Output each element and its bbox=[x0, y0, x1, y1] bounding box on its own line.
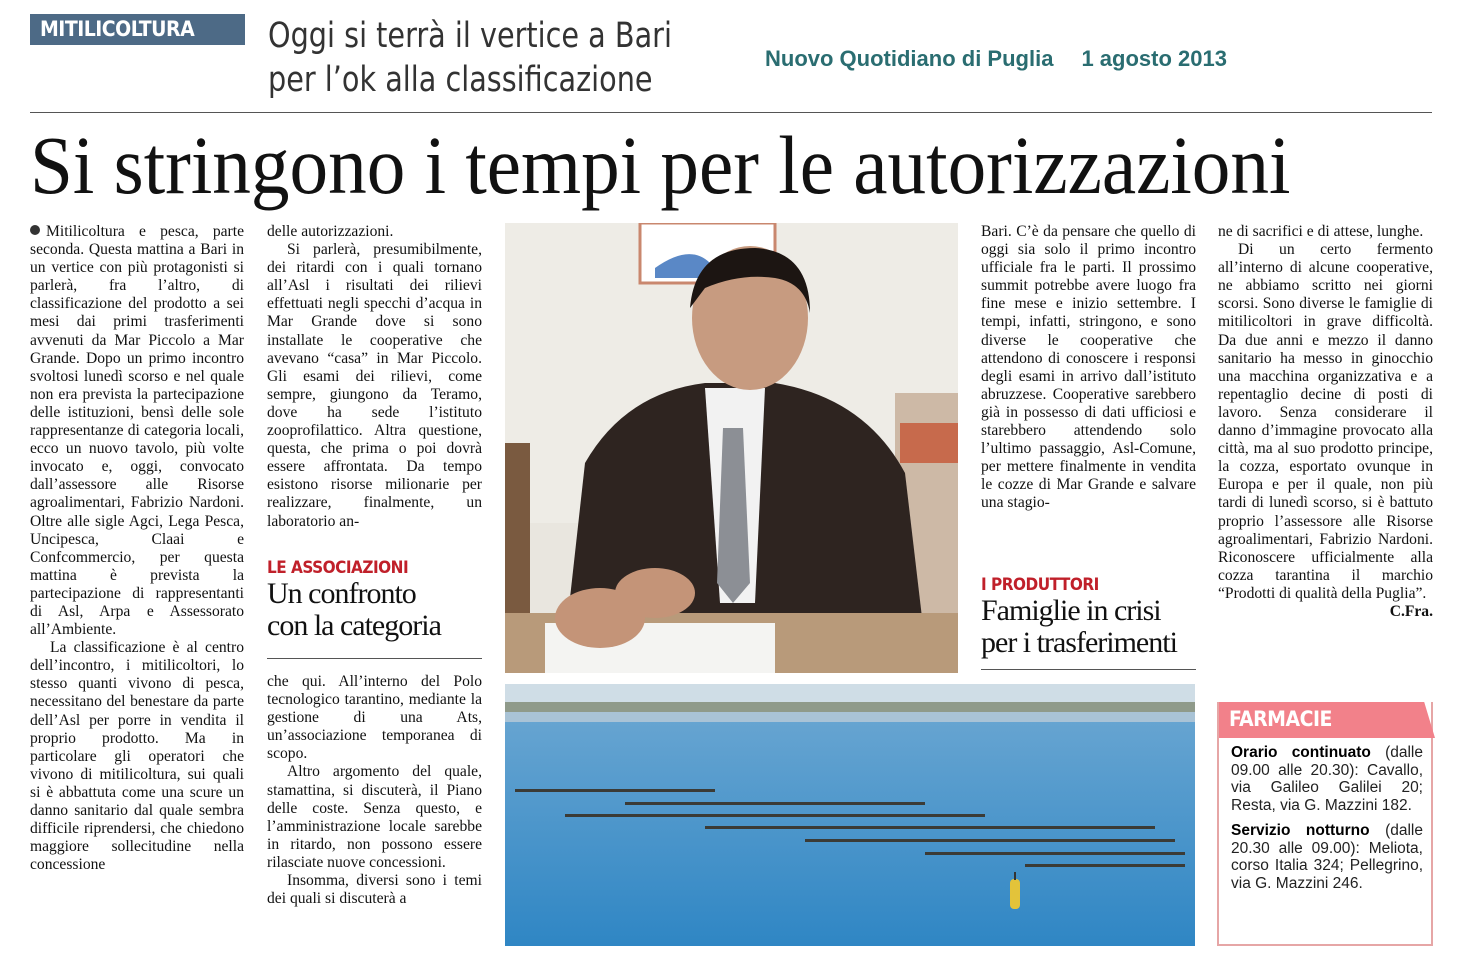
subheading-tag: LE ASSOCIAZIONI bbox=[267, 558, 409, 578]
paragraph: La classificazione è al centro dell’incontro, i mitilicoltori, lo stesso quanti vivono di pesca, necessitano del benestare da parte dell’Asl per porre in vendita il proprio prodotto. Ma in particolare gli operatori che vivono di mitilicoltura, sui quali si è abbattuta come una scure un danno sanitario dal quale sembra difficile riprendersi, che chiedono maggiore sollecitudine nella concessione bbox=[30, 639, 244, 874]
article-column-4 bbox=[1218, 223, 1433, 621]
kicker-line-1: Oggi si terrà il vertice a Bari bbox=[268, 16, 672, 56]
pharmacies-night: Servizio notturno (dalle 20.30 alle 09.00): Meliota, corso Italia 324; Pellegrino, via G. Mazzini 246. bbox=[1231, 822, 1423, 892]
subheading-divider bbox=[267, 658, 482, 659]
subheading-producers bbox=[981, 575, 1196, 670]
paragraph: che qui. All’interno del Polo tecnologico tarantino, mediante la gestione di una Ats, un’associazione temporanea di scopo. bbox=[267, 673, 482, 763]
subheading-divider bbox=[981, 669, 1196, 670]
article-column-1 bbox=[30, 223, 244, 874]
subheading-title: Un confronto con la categoria bbox=[267, 577, 441, 642]
portrait-illustration bbox=[505, 223, 958, 673]
paragraph: Bari. C’è da pensare che quello di oggi sia solo il primo incontro ufficiale fra le parti. Il prossimo summit potrebbe avere luogo fra fine mese e inizio settembre. I tempi, infatti, stringono, e sono diverse le cooperative che attendono di conoscere i responsi degli esami in arrivo dall’istituto abruzzese. Cooperative sarebbero già in possesso di dati ufficiosi e starebbero attendendo solo l’ultimo passaggio, Asl-Comune, per mettere finalmente in vendita le cozze di Mar Grande e salvare una stagio- bbox=[981, 223, 1196, 512]
pharmacies-box bbox=[1217, 702, 1433, 946]
paragraph: Insomma, diversi sono i temi dei quali si discuterà a bbox=[267, 872, 482, 908]
paragraph: Mitilicoltura e pesca, parte seconda. Questa mattina a Bari in un vertice con più protagonisti si parlerà, fra l’altro, di classificazione del prodotto a sei mesi dai primi trasferimenti avvenuti da Mar Piccolo a Mar Grande. Dopo un primo incontro svoltosi lunedì scorso e nel quale non era prevista la partecipazione delle istituzioni, bensì delle sole rappresentanze di categoria locali, ecco un nuovo tavolo, più volte invocato e, oggi, convocato dall’assessore alle Risorse agroalimentari, Fabrizio Nardoni. Oltre alle sigle Agci, Lega Pesca, Uncipesca, Claai e Confcommercio, per questa mattina è prevista la partecipazione di rappresentanti di Asl, Arpa e Assessorato all’Ambiente. bbox=[30, 223, 244, 639]
paragraph: ne di sacrifici e di attese, lunghe. bbox=[1218, 223, 1424, 240]
paragraph: Si parlerà, presumibilmente, dei ritardi con i quali tornano all’Asl i risultati dei rilievi effettuati negli specchi d’acqua in Mar Grande dove si sono installate le cooperative che avevano “casa” in Mar Piccolo. Gli esami dei rilievi, come sempre, giungono da Teramo, dove ha sede l’istituto zooprofilattico. Altra questione, questa, che prima o poi dovrà essere affrontata. Da tempo esistono risorse milionarie per realizzare, finalmente, un laboratorio an- bbox=[267, 241, 482, 530]
sea-illustration bbox=[505, 684, 1195, 946]
bullet-icon bbox=[30, 225, 40, 235]
section-tag: MITILICOLTURA bbox=[30, 14, 245, 45]
kicker-headline bbox=[268, 14, 672, 102]
header-divider bbox=[30, 112, 1432, 113]
pharmacies-day: Orario continuato (dalle 09.00 alle 20.30): Cavallo, via Galileo Galilei 20; Resta, via G. Mazzini 182. bbox=[1231, 744, 1423, 814]
newspaper-name: Nuovo Quotidiano di Puglia bbox=[765, 46, 1054, 71]
portrait-photo bbox=[505, 223, 958, 673]
kicker-line-2: per l’ok alla classificazione bbox=[268, 60, 653, 100]
pharmacies-title: FARMACIE bbox=[1229, 707, 1332, 731]
paragraph: delle autorizzazioni. bbox=[267, 223, 394, 240]
sea-mussel-farm-photo bbox=[505, 684, 1195, 946]
paragraph: Di un certo fermento all’interno di alcune cooperative, ne abbiamo scritto nei giorni scorsi. Sono diverse le famiglie di mitilicoltori in grave difficoltà. Da due anni e mezzo il danno sanitario ha messo in ginocchio una macchina organizzativa e a repentaglio decine di posti di lavoro. Senza considerare il danno d’immagine provocato alla città, ma al suo prodotto principe, la cozza, esportato ovunque in Europa e per il quale, non più tardi di lunedì scorso, si è battuto proprio l’assessore alle Risorse agroalimentari, Fabrizio Nardoni. Riconoscere ufficialmente alla cozza tarantina il marchio “Prodotti di qualità della Puglia”. bbox=[1218, 241, 1433, 602]
author-signature: C.Fra. bbox=[1389, 602, 1433, 620]
article-column-3 bbox=[981, 223, 1196, 513]
article-column-2-bottom bbox=[267, 673, 482, 908]
subheading-title: Famiglie in crisi per i trasferimenti bbox=[981, 594, 1177, 659]
source-credit bbox=[765, 46, 1227, 72]
main-headline: Si stringono i tempi per le autorizzazioni bbox=[30, 119, 1291, 211]
pharmacies-body bbox=[1231, 744, 1423, 900]
paragraph: Altro argomento del quale, stamattina, si discuterà, il Piano delle coste. Senza questo, e l’amministrazione locale sarebbe in ritardo, non possono essere rilasciate nuove concessioni. bbox=[267, 763, 482, 871]
subheading-associations bbox=[267, 558, 482, 659]
article-column-2-top bbox=[267, 223, 482, 531]
subheading-tag: I PRODUTTORI bbox=[981, 575, 1099, 595]
publication-date: 1 agosto 2013 bbox=[1081, 46, 1227, 71]
